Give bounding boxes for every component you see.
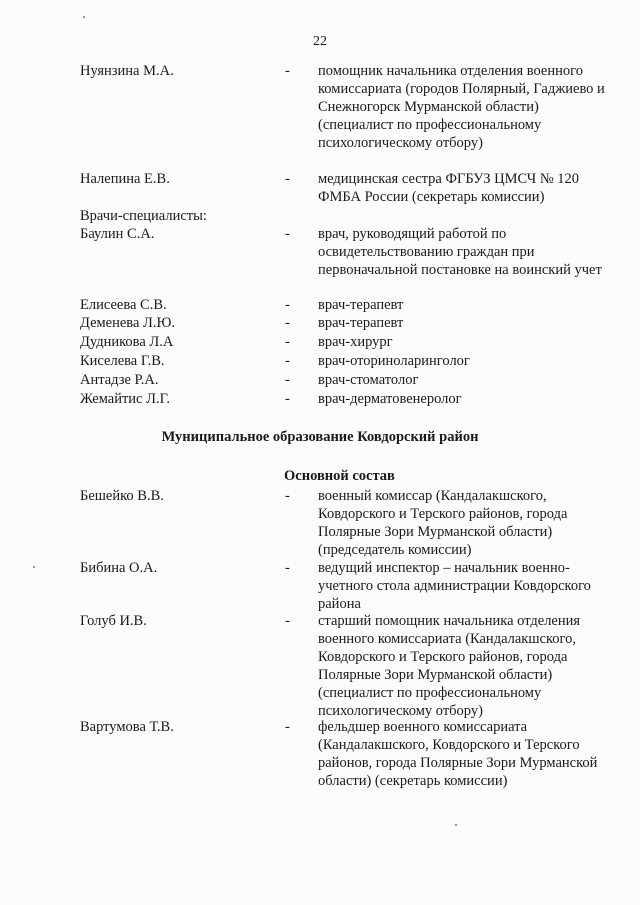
doctor-role: врач-терапевт [318, 315, 404, 331]
dash: - [285, 63, 290, 79]
doctor-role: врач, руководящий работой по освидетельствованию граждан при первоначальной постановке на воинский учет [318, 226, 602, 278]
member-role: военный комиссар (Кандалакшского, Ковдорского и Терского районов, города Полярные Зори Мурманской области) (председатель комиссии) [318, 488, 568, 558]
doctor-name: Дудникова Л.А [80, 334, 174, 350]
doctor-name: Жемайтис Л.Г. [80, 391, 170, 407]
scan-speck [33, 566, 35, 568]
doctor-name: Баулин С.А. [80, 226, 155, 242]
dash: - [285, 315, 290, 331]
doctors-label: Врачи-специалисты: [80, 208, 207, 224]
doctor-role: врач-терапевт [318, 297, 404, 313]
dash: - [285, 171, 290, 187]
doctor-role: врач-хирург [318, 334, 393, 350]
dash: - [285, 226, 290, 242]
dash: - [285, 488, 290, 504]
page-number: 22 [313, 34, 327, 49]
member-name: Вартумова Т.В. [80, 719, 174, 735]
member-role: старший помощник начальника отделения военного комиссариата (Кандалакшского, Ковдорского и Терского районов, города Полярные Зори Мурманской области) (специалист по профессиональному психологическому отбору) [318, 613, 581, 719]
dash: - [285, 613, 290, 629]
dash: - [285, 391, 290, 407]
member-name: Нуянзина М.А. [80, 63, 174, 79]
doctor-role: врач-оториноларинголог [318, 353, 470, 369]
member-name: Голуб И.В. [80, 613, 147, 629]
dash: - [285, 719, 290, 735]
member-role: ведущий инспектор – начальник военно-учетного стола администрации Ковдорского района [318, 560, 591, 612]
section-heading: Муниципальное образование Ковдорский район [161, 429, 479, 445]
member-role: помощник начальника отделения военного комиссариата (городов Полярный, Гаджиево и Снежногорск Мурманской области) (специалист по профессиональному психологическому отбору) [318, 63, 605, 151]
section-subheading: Основной состав [284, 468, 395, 484]
member-role: медицинская сестра ФГБУЗ ЦМСЧ № 120 ФМБА России (секретарь комиссии) [318, 171, 580, 205]
member-name: Налепина Е.В. [80, 171, 170, 187]
doctor-role: врач-дерматовенеролог [318, 391, 462, 407]
doctor-name: Антадзе Р.А. [80, 372, 159, 388]
dash: - [285, 334, 290, 350]
dash: - [285, 353, 290, 369]
doctor-role: врач-стоматолог [318, 372, 419, 388]
member-name: Бешейко В.В. [80, 488, 164, 504]
dash: - [285, 297, 290, 313]
doctor-name: Киселева Г.В. [80, 353, 165, 369]
member-role: фельдшер военного комиссариата (Кандалакшского, Ковдорского и Терского районов, города Полярные Зори Мурманской области) (секретарь комиссии) [318, 719, 598, 789]
doctor-name: Деменева Л.Ю. [80, 315, 176, 331]
member-name: Бибина О.А. [80, 560, 158, 576]
dash: - [285, 372, 290, 388]
dash: - [285, 560, 290, 576]
doctor-name: Елисеева С.В. [80, 297, 167, 313]
scan-speck [83, 16, 85, 18]
scan-speck [455, 824, 457, 826]
